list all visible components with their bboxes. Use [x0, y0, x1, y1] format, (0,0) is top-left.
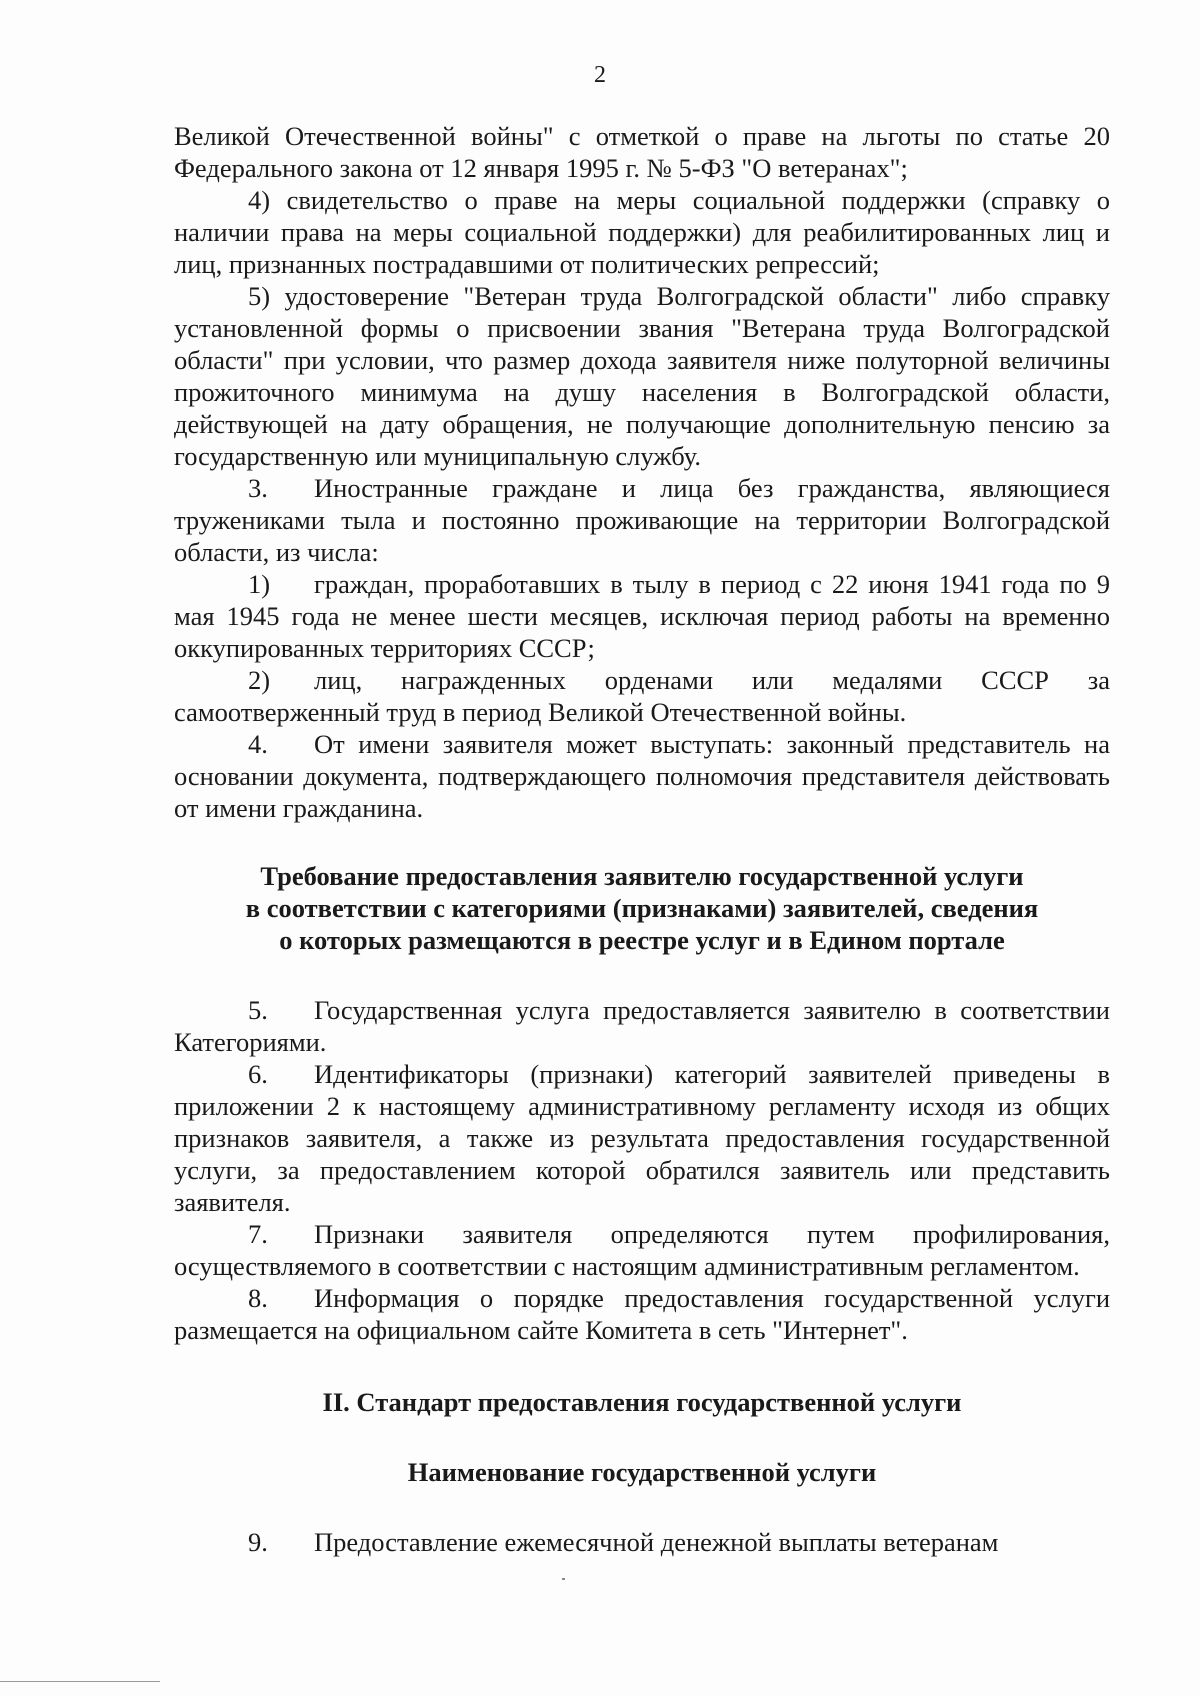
paragraph-6 — [174, 1058, 1110, 1218]
paragraph-text: От имени заявителя может выступать: законный представитель на основании документа, подтверждающего полномочия представителя действовать от имени гражданина. — [174, 729, 1110, 823]
paragraph-3 — [174, 472, 1110, 568]
paragraph-9 — [174, 1526, 1110, 1558]
paragraph-text: граждан, проработавших в тылу в период с 22 июня 1941 года по 9 мая 1945 года не менее шести месяцев, исключая период работы на временно оккупированных территориях СССР; — [174, 569, 1110, 663]
paragraph-text: Информация о порядке предоставления государственной услуги размещается на официальном сайте Комитета в сеть "Интернет". — [174, 1283, 1110, 1345]
paragraph-number: 6. — [248, 1059, 268, 1089]
document-body — [174, 120, 1110, 1558]
section-heading-requirements — [174, 860, 1110, 956]
paragraph-number: 3. — [248, 473, 268, 503]
paragraph-text: Предоставление ежемесячной денежной выплаты ветеранам — [314, 1527, 999, 1557]
paragraph-item-4: 4) свидетельство о праве на меры социальной поддержки (справку о наличии права на меры социальной поддержки) для реабилитированных лиц и лиц, признанных пострадавшими от политических репрессий; — [174, 185, 1110, 279]
paragraph-4 — [174, 728, 1110, 824]
scan-artifact-dot — [562, 1578, 565, 1580]
paragraph-number: 8. — [248, 1283, 268, 1313]
paragraph-7 — [174, 1218, 1110, 1282]
section-heading-standard: II. Стандарт предоставления государственной услуги — [322, 1387, 962, 1417]
paragraph-item-5: 5) удостоверение "Ветеран труда Волгоградской области" либо справку установленной формы о присвоении звания "Ветерана труда Волгоградской области" при условии, что размер дохода заявителя ниже полуторной величины прожиточного минимума на душу населения в Волгоградской области, действующей на дату обращения, не получающие дополнительную пенсию за государственную или муниципальную службу. — [174, 281, 1110, 471]
heading-line: в соответствии с категориями (признаками) заявителей, сведения — [245, 893, 1039, 923]
paragraph-text: Идентификаторы (признаки) категорий заявителей приведены в приложении 2 к настоящему административному регламенту исходя из общих признаков заявителя, а также из результата предоставления государственной услуги, за предоставлением которой обратился заявитель или представить заявителя. — [174, 1059, 1110, 1217]
paragraph-3-item-2 — [174, 664, 1110, 728]
paragraph-number: 1) — [248, 569, 271, 599]
paragraph-number: 7. — [248, 1219, 268, 1249]
paragraph-text: Признаки заявителя определяются путем профилирования, осуществляемого в соответствии с настоящим административным регламентом. — [174, 1219, 1110, 1281]
paragraph-number: 9. — [248, 1527, 268, 1557]
paragraph-3-item-1 — [174, 568, 1110, 664]
paragraph-number: 4. — [248, 729, 268, 759]
section-heading-service-name: Наименование государственной услуги — [407, 1457, 877, 1487]
paragraph-text: Государственная услуга предоставляется заявителю в соответствии Категориями. — [174, 995, 1110, 1057]
paragraph-text: лиц, награжденных орденами или медалями СССР за самоотверженный труд в период Великой Отечественной войны. — [174, 665, 1110, 727]
scan-edge-line — [0, 1681, 160, 1682]
paragraph-number: 2) — [248, 665, 271, 695]
paragraph-text: Иностранные граждане и лица без гражданства, являющиеся тружениками тыла и постоянно проживающие на территории Волгоградской области, из числа: — [174, 473, 1110, 567]
paragraph-8 — [174, 1282, 1110, 1346]
paragraph-number: 5. — [248, 995, 268, 1025]
heading-line: Требование предоставления заявителю государственной услуги — [260, 861, 1024, 891]
heading-line: о которых размещаются в реестре услуг и в Едином портале — [279, 925, 1005, 955]
paragraph-continuation: Великой Отечественной войны" с отметкой о праве на льготы по статье 20 Федерального закона от 12 января 1995 г. № 5-ФЗ "О ветеранах"; — [174, 121, 1110, 183]
paragraph-5 — [174, 994, 1110, 1058]
page-number: 2 — [594, 62, 606, 88]
